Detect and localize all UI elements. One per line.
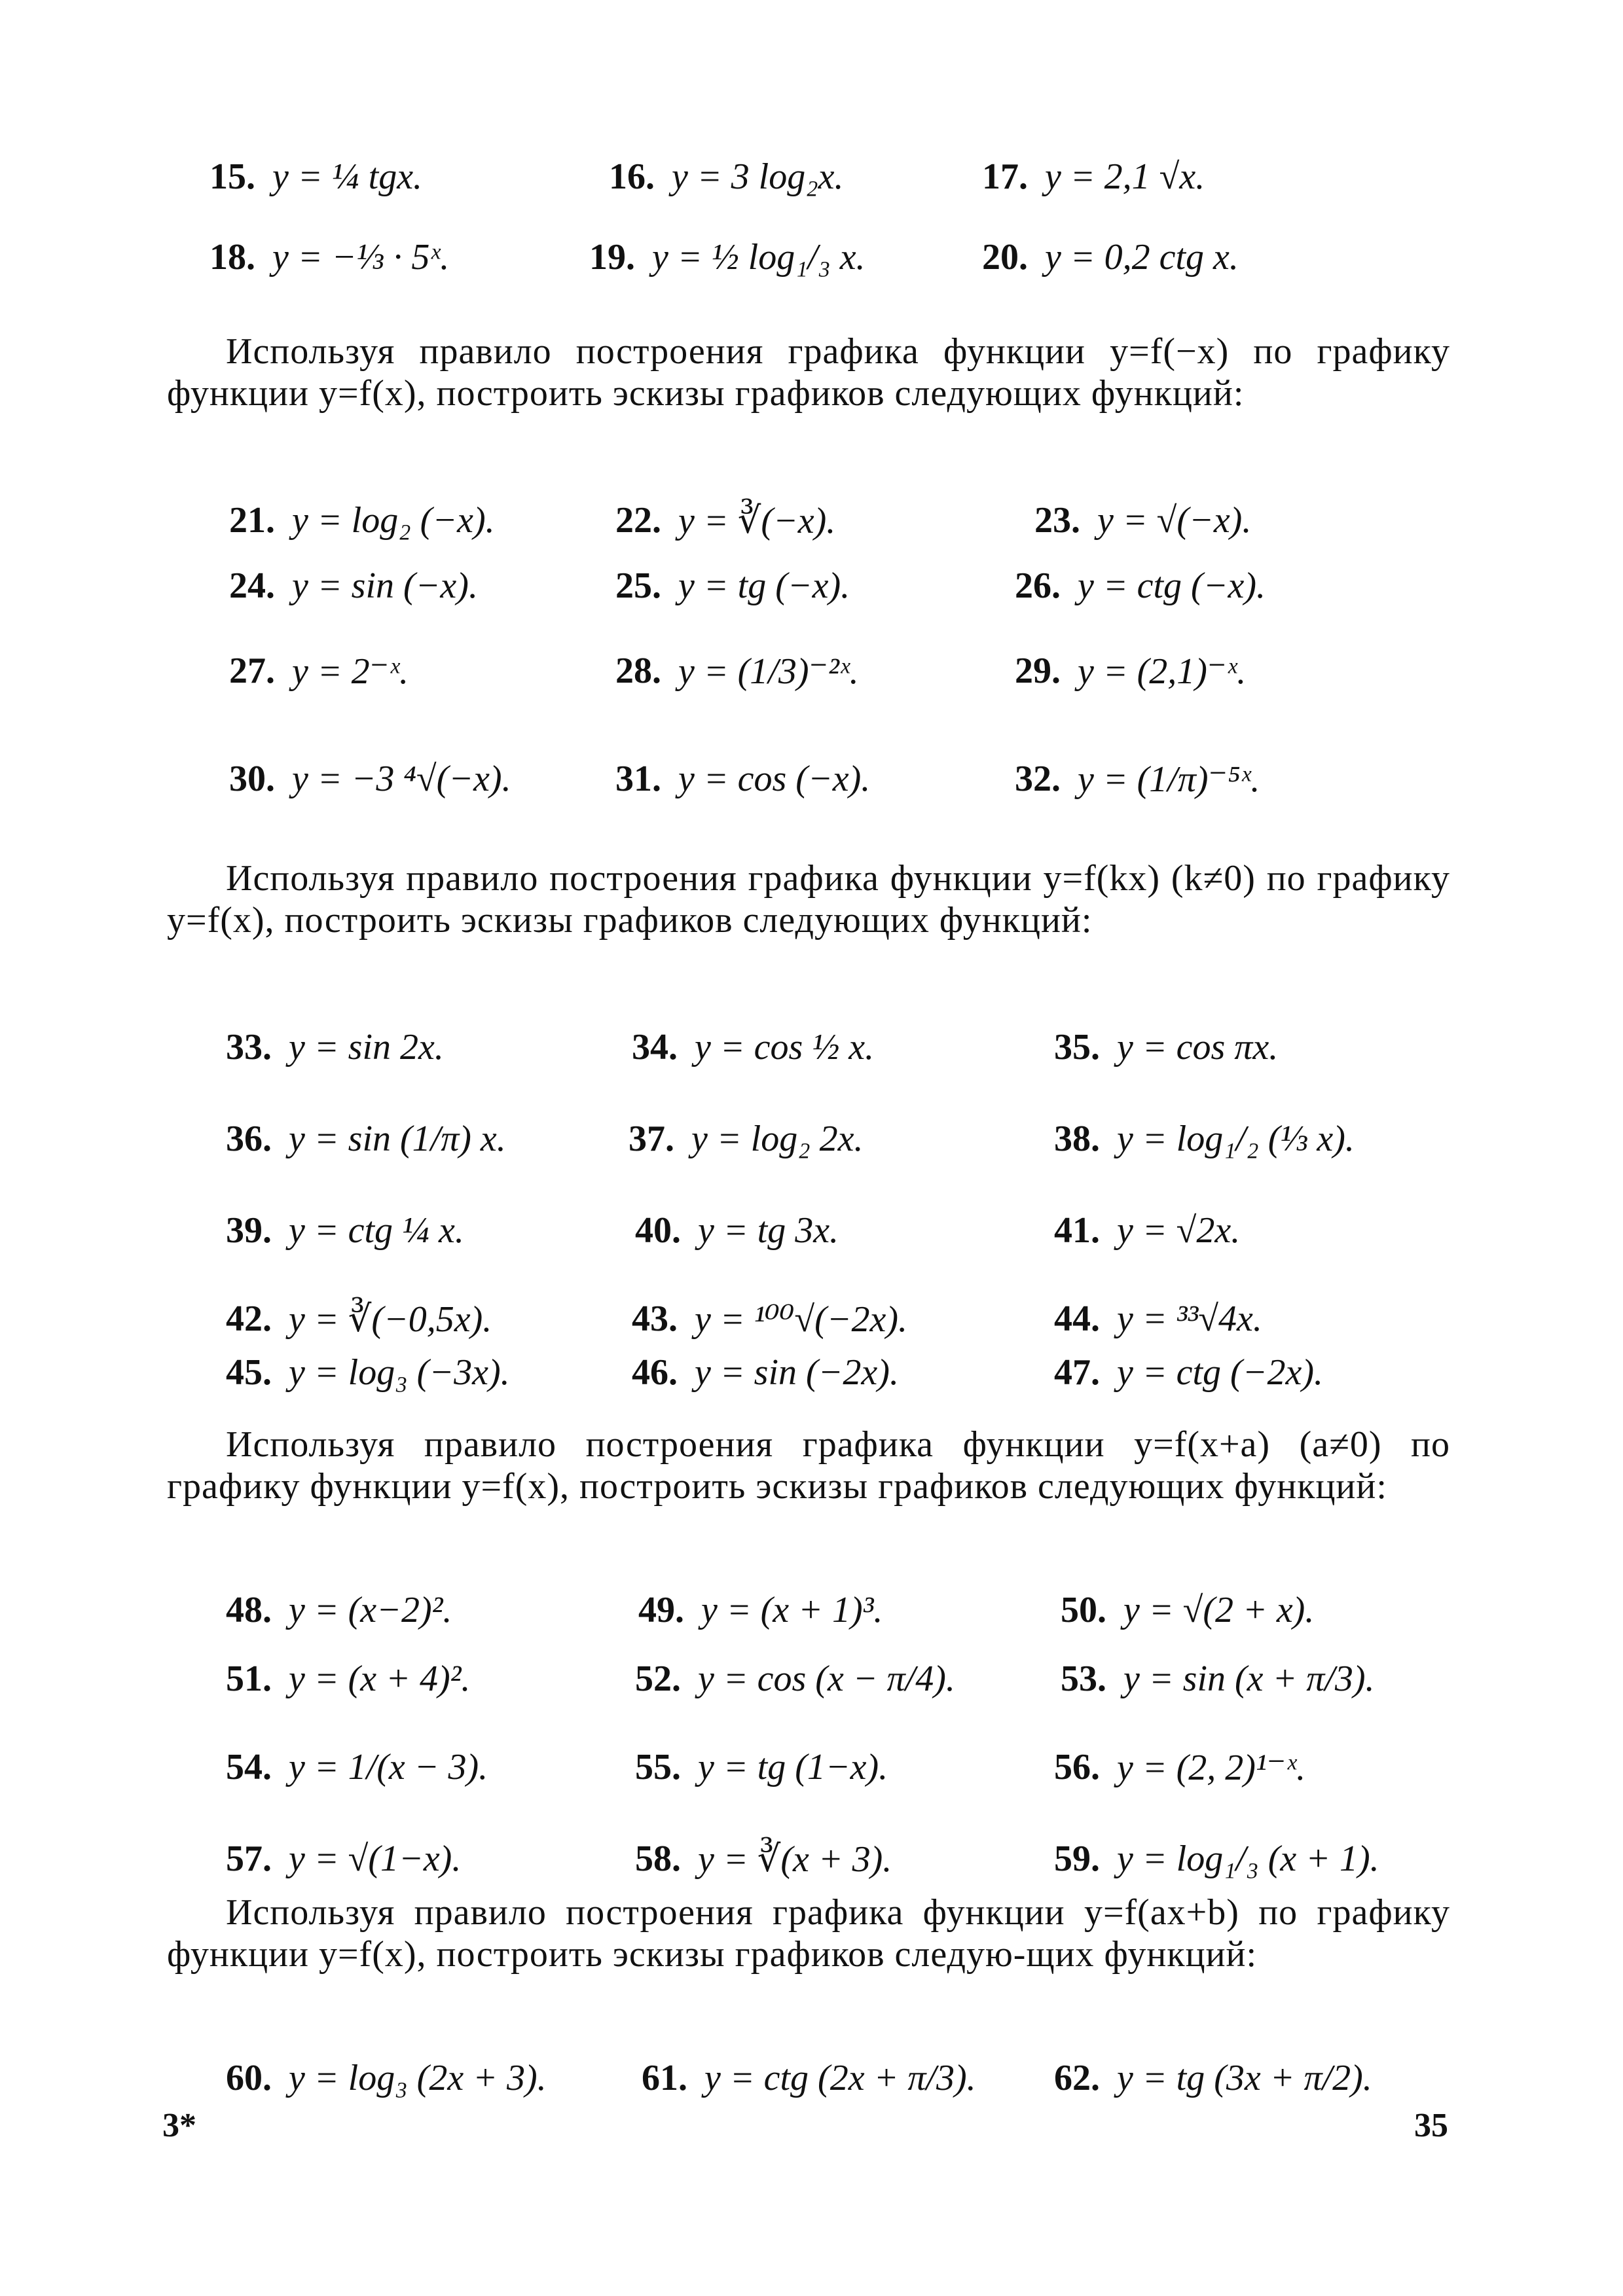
exercise-formula: y = 0,2 ctg x. <box>1045 237 1239 278</box>
exercise-formula: y = √(1−x). <box>289 1839 462 1879</box>
exercise-item <box>1054 1323 1323 1422</box>
exercise-number: 22. <box>615 500 661 541</box>
exercise-row <box>0 1718 1623 1816</box>
exercise-row <box>0 208 1623 306</box>
exercise-formula: y = log₃ (−3x). <box>289 1352 510 1393</box>
exercise-item <box>1015 622 1246 720</box>
exercise-item <box>1061 1630 1375 1728</box>
exercise-formula: y = cos (x − π/4). <box>698 1659 955 1699</box>
exercise-item <box>1054 998 1278 1096</box>
exercise-formula: y = sin (−2x). <box>695 1352 899 1393</box>
exercise-item <box>226 1090 506 1188</box>
exercise-number: 50. <box>1061 1590 1106 1630</box>
exercise-formula: y = √(−x). <box>1097 500 1252 541</box>
signature-mark: 3* <box>162 2107 196 2144</box>
exercise-item <box>226 1323 510 1422</box>
exercise-formula: y = log₃ (2x + 3). <box>289 2058 547 2098</box>
exercise-formula: y = log₁/₂ (⅓ x). <box>1117 1119 1355 1159</box>
exercise-formula: y = ctg ¼ x. <box>289 1210 464 1251</box>
exercise-row <box>0 1630 1623 1728</box>
exercise-number: 46. <box>632 1352 678 1393</box>
exercise-row <box>0 537 1623 635</box>
exercise-number: 58. <box>635 1839 681 1879</box>
exercise-formula: y = log₂ 2x. <box>691 1119 864 1159</box>
exercise-number: 39. <box>226 1210 272 1251</box>
exercise-number: 53. <box>1061 1659 1106 1699</box>
exercise-item <box>982 208 1239 306</box>
exercise-formula: y = (1/3)⁻²ˣ. <box>678 651 859 692</box>
exercise-number: 54. <box>226 1747 272 1787</box>
exercise-item <box>615 622 859 720</box>
exercise-number: 48. <box>226 1590 272 1630</box>
exercise-row <box>0 622 1623 720</box>
exercise-formula: y = ∛(x + 3). <box>698 1839 892 1880</box>
exercise-number: 25. <box>615 565 661 606</box>
exercise-number: 29. <box>1015 651 1061 691</box>
exercise-number: 55. <box>635 1747 681 1787</box>
exercise-number: 17. <box>982 156 1028 197</box>
exercise-number: 56. <box>1054 1747 1100 1787</box>
exercise-item <box>615 537 850 635</box>
exercise-formula: y = ctg (−x). <box>1078 565 1266 606</box>
exercise-item <box>1054 1718 1305 1816</box>
exercise-formula: y = cos (−x). <box>678 759 871 799</box>
exercise-formula: y = (x−2)². <box>289 1590 452 1630</box>
exercise-number: 44. <box>1054 1299 1100 1339</box>
exercise-formula: y = (2,1)⁻ˣ. <box>1078 651 1247 692</box>
exercise-number: 24. <box>229 565 275 606</box>
exercise-number: 41. <box>1054 1210 1100 1251</box>
exercise-formula: y = cos ½ x. <box>695 1027 875 1067</box>
exercise-formula: y = √2x. <box>1117 1210 1241 1251</box>
exercise-formula: y = (2, 2)¹⁻ˣ. <box>1117 1747 1306 1788</box>
exercise-number: 47. <box>1054 1352 1100 1393</box>
exercise-number: 18. <box>210 237 255 278</box>
exercise-item <box>1015 537 1266 635</box>
exercise-number: 59. <box>1054 1839 1100 1879</box>
exercise-formula: y = tg (1−x). <box>698 1747 888 1787</box>
exercise-formula: y = ¼ tgx. <box>272 156 423 197</box>
exercise-row <box>0 2029 1623 2127</box>
exercise-number: 34. <box>632 1027 678 1067</box>
exercise-formula: y = tg (−x). <box>678 565 850 606</box>
exercise-formula: y = (1/π)⁻⁵ˣ. <box>1078 759 1260 800</box>
exercise-number: 20. <box>982 237 1028 278</box>
exercise-number: 32. <box>1015 759 1061 799</box>
exercise-number: 45. <box>226 1352 272 1393</box>
exercise-item <box>210 208 449 306</box>
instruction-paragraph: Используя правило построения графика функции y=f(ax+b) по графику функции y=f(x), построить эскизы графиков следую-щих функций: <box>167 1892 1450 1975</box>
exercise-formula: y = sin 2x. <box>289 1027 444 1067</box>
exercise-number: 23. <box>1034 500 1080 541</box>
exercise-item <box>226 2029 547 2127</box>
exercise-number: 36. <box>226 1119 272 1159</box>
exercise-number: 16. <box>609 156 655 197</box>
exercise-number: 52. <box>635 1659 681 1699</box>
exercise-number: 15. <box>210 156 255 197</box>
exercise-formula: y = ¹⁰⁰√(−2x). <box>695 1299 908 1340</box>
exercise-item <box>226 998 444 1096</box>
exercise-item <box>229 730 511 828</box>
exercise-formula: y = log₂ (−x). <box>292 500 495 541</box>
exercise-item <box>589 208 866 306</box>
exercise-formula: y = ctg (−2x). <box>1117 1352 1323 1393</box>
exercise-row <box>0 998 1623 1096</box>
exercise-formula: y = 2,1 √x. <box>1045 156 1205 197</box>
exercise-item <box>226 1718 488 1816</box>
exercise-row <box>0 730 1623 828</box>
exercise-formula: y = tg (3x + π/2). <box>1117 2058 1372 2098</box>
exercise-number: 38. <box>1054 1119 1100 1159</box>
exercise-formula: y = −3 ⁴√(−x). <box>292 759 511 799</box>
exercise-number: 28. <box>615 651 661 691</box>
exercise-item <box>1015 730 1260 828</box>
exercise-formula: y = ³³√4x. <box>1117 1299 1262 1339</box>
exercise-number: 42. <box>226 1299 272 1339</box>
exercise-item <box>635 1718 888 1816</box>
exercise-formula: y = ctg (2x + π/3). <box>704 2058 976 2098</box>
exercise-number: 62. <box>1054 2058 1100 2098</box>
exercise-formula: y = sin (1/π) x. <box>289 1119 506 1159</box>
exercise-formula: y = sin (−x). <box>292 565 478 606</box>
instruction-paragraph: Используя правило построения графика функции y=f(kx) (k≠0) по графику y=f(x), построить эскизы графиков следующих функций: <box>167 858 1450 941</box>
page-number: 35 <box>1414 2107 1448 2144</box>
exercise-number: 60. <box>226 2058 272 2098</box>
exercise-number: 27. <box>229 651 275 691</box>
exercise-formula: y = log₁/₃ (x + 1). <box>1117 1839 1379 1879</box>
exercise-number: 49. <box>638 1590 684 1630</box>
exercise-formula: y = sin (x + π/3). <box>1123 1659 1375 1699</box>
exercise-item <box>615 730 870 828</box>
exercise-item <box>1054 2029 1372 2127</box>
exercise-item <box>632 1323 899 1422</box>
exercise-item <box>1054 1090 1355 1188</box>
exercise-formula: y = 3 log₂x. <box>672 156 844 197</box>
exercise-formula: y = 1/(x − 3). <box>289 1747 488 1787</box>
exercise-number: 33. <box>226 1027 272 1067</box>
exercise-row <box>0 1181 1623 1280</box>
instruction-paragraph: Используя правило построения графика функции y=f(−x) по графику функции y=f(x), построить эскизы графиков следующих функций: <box>167 331 1450 414</box>
exercise-number: 43. <box>632 1299 678 1339</box>
exercise-number: 37. <box>629 1119 674 1159</box>
exercise-item <box>635 1181 839 1280</box>
exercise-formula: y = ½ log₁/₃ x. <box>652 237 866 278</box>
exercise-formula: y = ∛(−0,5x). <box>289 1299 492 1340</box>
exercise-formula: y = −⅓ · 5ˣ. <box>272 237 450 278</box>
exercise-number: 57. <box>226 1839 272 1879</box>
exercise-number: 61. <box>642 2058 687 2098</box>
exercise-formula: y = tg 3x. <box>698 1210 839 1251</box>
exercise-formula: y = (x + 1)³. <box>701 1590 883 1630</box>
exercise-row <box>0 1090 1623 1188</box>
exercise-item <box>632 998 874 1096</box>
exercise-number: 40. <box>635 1210 681 1251</box>
exercise-item <box>229 537 478 635</box>
exercise-number: 19. <box>589 237 635 278</box>
exercise-row <box>0 1323 1623 1422</box>
exercise-item <box>1054 1181 1240 1280</box>
exercise-item <box>229 622 409 720</box>
exercise-number: 26. <box>1015 565 1061 606</box>
exercise-formula: y = (x + 4)². <box>289 1659 471 1699</box>
exercise-item <box>629 1090 864 1188</box>
exercise-formula: y = ∛(−x). <box>678 500 836 541</box>
exercise-formula: y = √(2 + x). <box>1123 1590 1315 1630</box>
exercise-item <box>642 2029 976 2127</box>
exercise-number: 31. <box>615 759 661 799</box>
exercise-item <box>226 1630 470 1728</box>
exercise-item <box>226 1181 464 1280</box>
exercise-number: 51. <box>226 1659 272 1699</box>
exercise-number: 30. <box>229 759 275 799</box>
exercise-number: 21. <box>229 500 275 541</box>
instruction-paragraph: Используя правило построения графика функции y=f(x+a) (a≠0) по графику функции y=f(x), построить эскизы графиков следующих функций: <box>167 1424 1450 1507</box>
exercise-item <box>635 1630 955 1728</box>
exercise-number: 35. <box>1054 1027 1100 1067</box>
exercise-formula: y = cos πx. <box>1117 1027 1279 1067</box>
exercise-formula: y = 2⁻ˣ. <box>292 651 409 692</box>
